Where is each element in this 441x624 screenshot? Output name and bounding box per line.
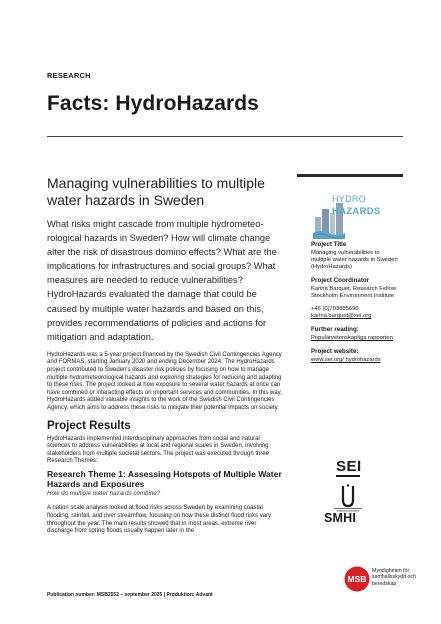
msb-logo-text: MSB [347, 574, 367, 585]
coordinator-label: Project Coordinator [311, 277, 370, 284]
main-column [47, 175, 283, 536]
project-title-value: Managing vulnerabilities to multiple water hazards in Sweden (HydroHazards) [311, 250, 398, 270]
logo-text-hydro: HYDRO [332, 194, 367, 204]
publication-footer: Publication number: MSB2552 – september 2025 | Produktion: Advant [47, 592, 213, 598]
phone-number: +46 (0)703885690 [311, 306, 359, 312]
logo-text-hazards: HAZARDS [332, 206, 381, 217]
project-info [311, 241, 401, 370]
further-reading-link[interactable]: Populärvetenskapliga rapporten [311, 335, 393, 341]
lead-paragraph: What risks might cascade from multiple hydrometeo-rological hazards in Sweden? How will climate change alter the risk of disastrous domino effects? What are the implications for infrastructures and social groups? What measures are needed to reduce vulnerabilities? HydroHazards evaluated the damage that could be caused by multiple water hazards and based on this, provides recommendations of policies and actions for mitigation and adaptation. [47, 219, 277, 342]
msb-agency-name: Myndigheten för samhällsskydd och beredskap [372, 568, 416, 587]
sidebar-top-bar [297, 174, 403, 177]
results-paragraph: HydroHazards implemented interdisciplinary approaches from social and natural sciences to address vulnerabilities at local and regional scales in Sweden, involving stakeholders from multiple societal sectors. The project was executed through three Research Themes: [47, 435, 269, 465]
sei-logo: SEI [336, 458, 362, 475]
header-divider [47, 136, 403, 137]
website-link[interactable]: www.sei.org/ hydrohazards [311, 357, 381, 363]
theme-paragraph: A nation scale analysis looked at flood risks across Sweden by examining coastal flooding, rainfall, and river streamflow, focusing on how these distinct flood risks vary throughout the year. The main results showed that in most areas, extreme river discharge from spring floods usually happen later in the [47, 505, 272, 535]
intro-paragraph: HydroHazards was a 5-year project financed by the Swedish Civil Contingencies Agency and FORMAS, starting January 2020 and ending December 2024. The HydroHazards project contributed to Sweden's disaster risk policies by focusing on how to manage multiple hydrometeorological hazards and exploring strategies for reducing and adapting to these risks. The project looked at how exposure to several water hazards at once can have combined or interacting effects on important services and communities. In this way, HydroHazards added valuable insights to the work of the Swedish Civil Contingencies Agency, which aims to address these risks to mitigate their potential impacts on society. [47, 351, 282, 411]
results-heading: Project Results [47, 419, 131, 432]
theme-heading: Research Theme 1: Assessing Hotspots of Multiple Water Hazards and Exposures [47, 468, 282, 490]
msb-logo-icon [344, 566, 370, 592]
coordinator-value: Karina Barquet, Research Fellow Stockholm Environment Institute [311, 286, 397, 299]
website-label: Project website: [311, 348, 359, 355]
theme-question: How do multiple water hazards combine? [47, 490, 161, 498]
page-title: Facts: HydroHazards [47, 92, 259, 115]
sei-logo-bar [336, 475, 360, 477]
further-reading-label: Further reading: [311, 326, 359, 333]
project-title-label: Project Title [311, 241, 347, 248]
smhi-logo: SMHI [324, 511, 357, 525]
document-subtitle: Managing vulnerabilities to multiple water hazards in Sweden [47, 175, 265, 208]
section-label: RESEARCH [47, 71, 91, 80]
email-link[interactable]: karina.barquet@sei.org [311, 313, 372, 319]
